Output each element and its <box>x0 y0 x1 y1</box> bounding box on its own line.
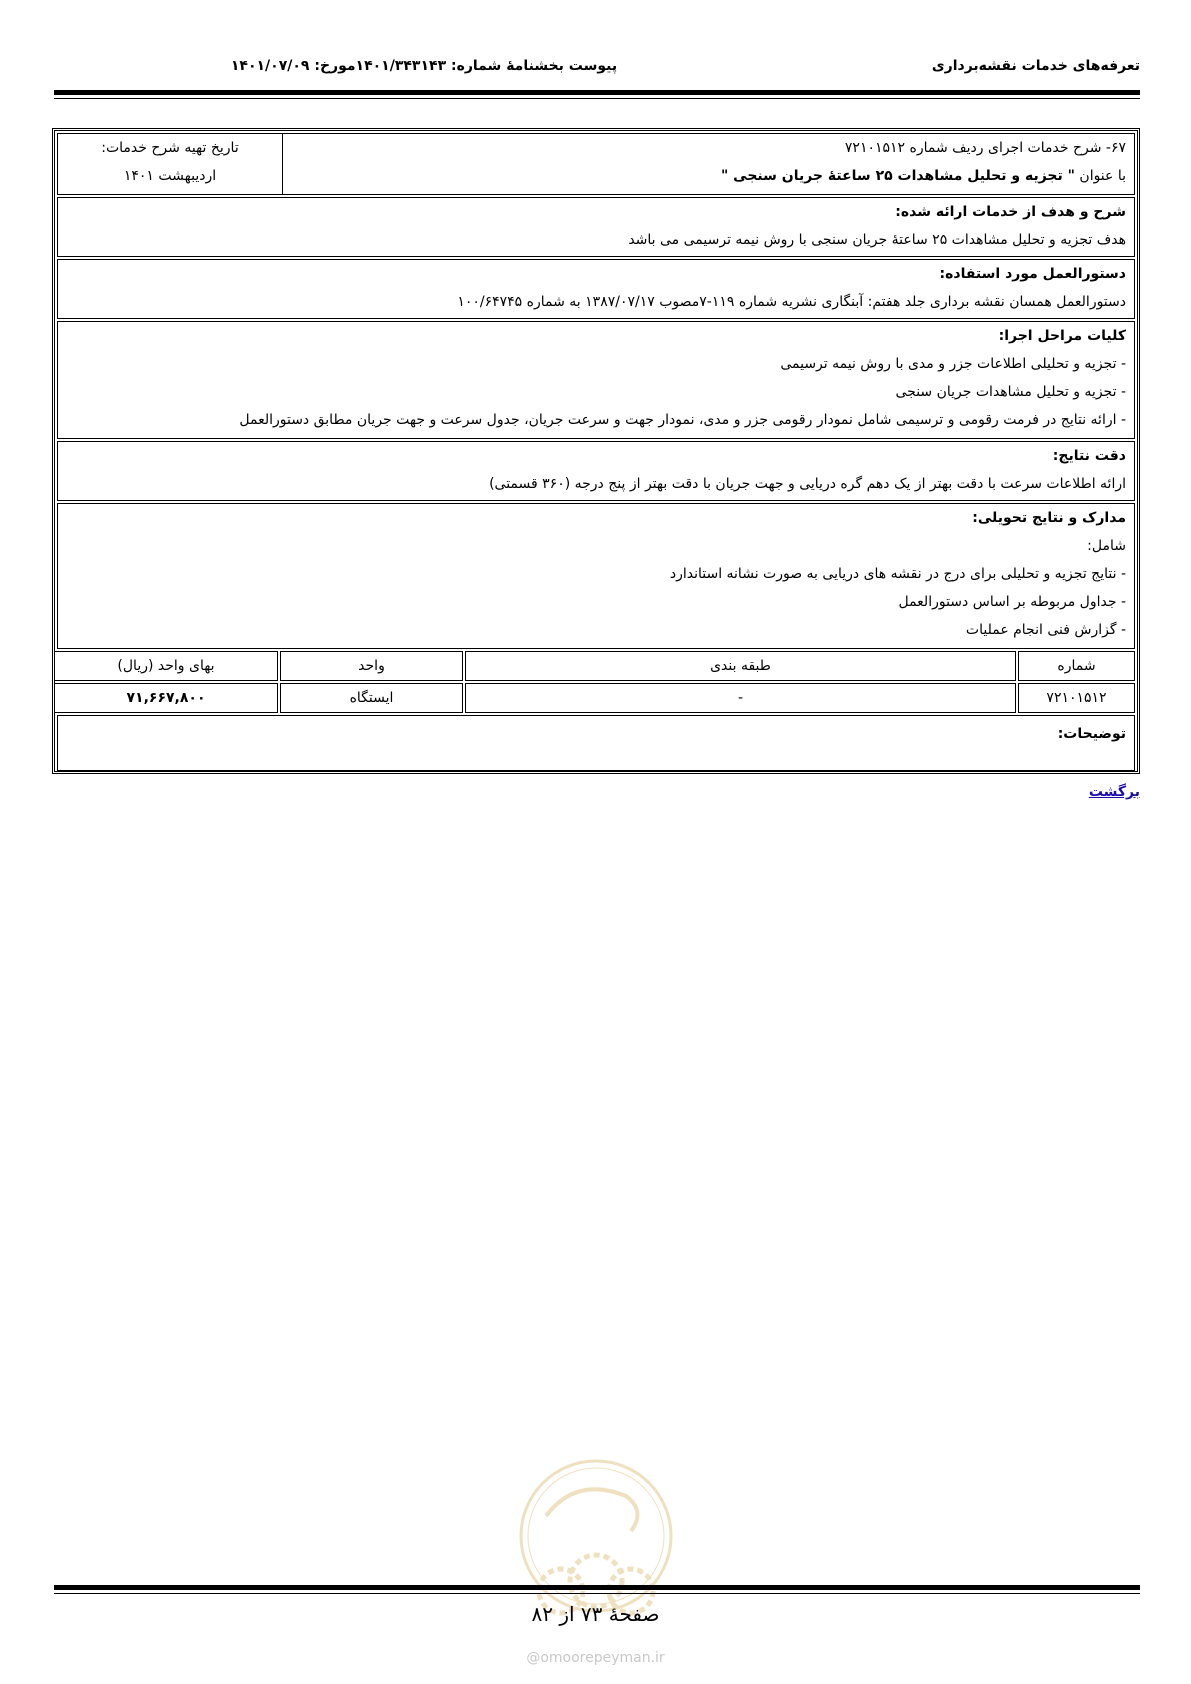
deliverables-intro: شامل: <box>1087 538 1126 554</box>
description-section <box>57 197 1135 257</box>
steps-item: - تجزیه و تحلیل مشاهدات جریان سنجی <box>895 384 1126 400</box>
header-rule-thin <box>54 98 1140 99</box>
notes-section <box>57 715 1135 771</box>
deliverables-item: - نتایج تجزیه و تحلیلی برای درج در نقشه های دریایی به صورت نشانه استاندارد <box>669 566 1126 582</box>
website-watermark: @omoorepeyman.ir <box>526 1650 665 1666</box>
steps-heading: کلیات مراحل اجرا: <box>998 328 1126 344</box>
deliverables-item: - جداول مربوطه بر اساس دستورالعمل <box>898 594 1126 610</box>
date-cell <box>58 134 283 194</box>
table-cell-number: ۷۲۱۰۱۵۱۲ <box>1018 683 1135 713</box>
circular-reference: پیوست بخشنامهٔ شماره: ۱۴۰۱/۳۴۳۱۴۳مورخ: ۱۴۰۱/۰۷/۰۹ <box>230 58 618 74</box>
description-heading: شرح و هدف از خدمات ارائه شده: <box>895 204 1126 220</box>
instructions-text: دستورالعمل همسان نقشه برداری جلد هفتم: آبنگاری نشریه شماره ۱۱۹-۷مصوب ۱۳۸۷/۰۷/۱۷ به شماره ۱۰۰/۶۴۷۴۵ <box>457 294 1126 310</box>
header-rule-thick <box>54 90 1140 95</box>
description-text: هدف تجزیه و تحلیل مشاهدات ۲۵ ساعتهٔ جریان سنجی با روش نیمه ترسیمی می باشد <box>628 232 1126 248</box>
document-title: تعرفه‌های خدمات نقشه‌برداری <box>931 58 1140 74</box>
service-number: ۶۷- شرح خدمات اجرای ردیف شماره ۷۲۱۰۱۵۱۲ <box>844 140 1126 156</box>
date-label: تاریخ تهیه شرح خدمات: <box>101 140 239 156</box>
table-header-unit-price: بهای واحد (ریال) <box>54 651 278 681</box>
steps-item: - تجزیه و تحلیلی اطلاعات جزر و مدی با روش نیمه ترسیمی <box>780 356 1126 372</box>
accuracy-heading: دقت نتایج: <box>1052 448 1126 464</box>
deliverables-heading: مدارک و نتایج تحویلی: <box>972 510 1126 526</box>
service-title-prefix: با عنوان <box>1079 168 1126 184</box>
table-header-number: شماره <box>1018 651 1135 681</box>
deliverables-section <box>57 503 1135 649</box>
footer-rule-thick <box>54 1585 1140 1590</box>
date-value: اردیبهشت ۱۴۰۱ <box>123 168 217 184</box>
service-frame <box>52 128 1140 774</box>
steps-item: - ارائه نتایج در فرمت رقومی و ترسیمی شامل نمودار رقومی جزر و مدی، نمودار جهت و سرعت جریان، جدول سرعت و جهت جریان مطابق دستورالعمل <box>239 412 1126 428</box>
back-link[interactable]: برگشت <box>1088 784 1140 800</box>
instructions-heading: دستورالعمل مورد استفاده: <box>939 266 1126 282</box>
deliverables-item: - گزارش فنی انجام عملیات <box>965 622 1126 638</box>
accuracy-text: ارائه اطلاعات سرعت با دقت بهتر از یک دهم گره دریایی و جهت جریان با دقت بهتر از پنج درجه (۳۶۰ قسمتی) <box>489 476 1126 492</box>
table-cell-unit-price: ۷۱,۶۶۷,۸۰۰ <box>54 683 278 713</box>
footer-rule-thin <box>54 1593 1140 1594</box>
page-number: صفحهٔ ۷۳ از ۸۲ <box>531 1602 660 1626</box>
table-header-unit: واحد <box>280 651 463 681</box>
notes-heading: توضیحات: <box>1057 726 1126 742</box>
table-cell-unit: ایستگاه <box>280 683 463 713</box>
accuracy-section <box>57 441 1135 501</box>
service-title-section <box>57 133 1135 195</box>
table-header-classification: طبقه بندی <box>465 651 1016 681</box>
service-title: " تجزیه و تحلیل مشاهدات ۲۵ ساعتهٔ جریان سنجی " <box>720 168 1075 184</box>
steps-section <box>57 321 1135 439</box>
page-header <box>54 58 1140 82</box>
table-cell-classification: - <box>465 683 1016 713</box>
instructions-section <box>57 259 1135 319</box>
service-title-line <box>721 168 1126 184</box>
